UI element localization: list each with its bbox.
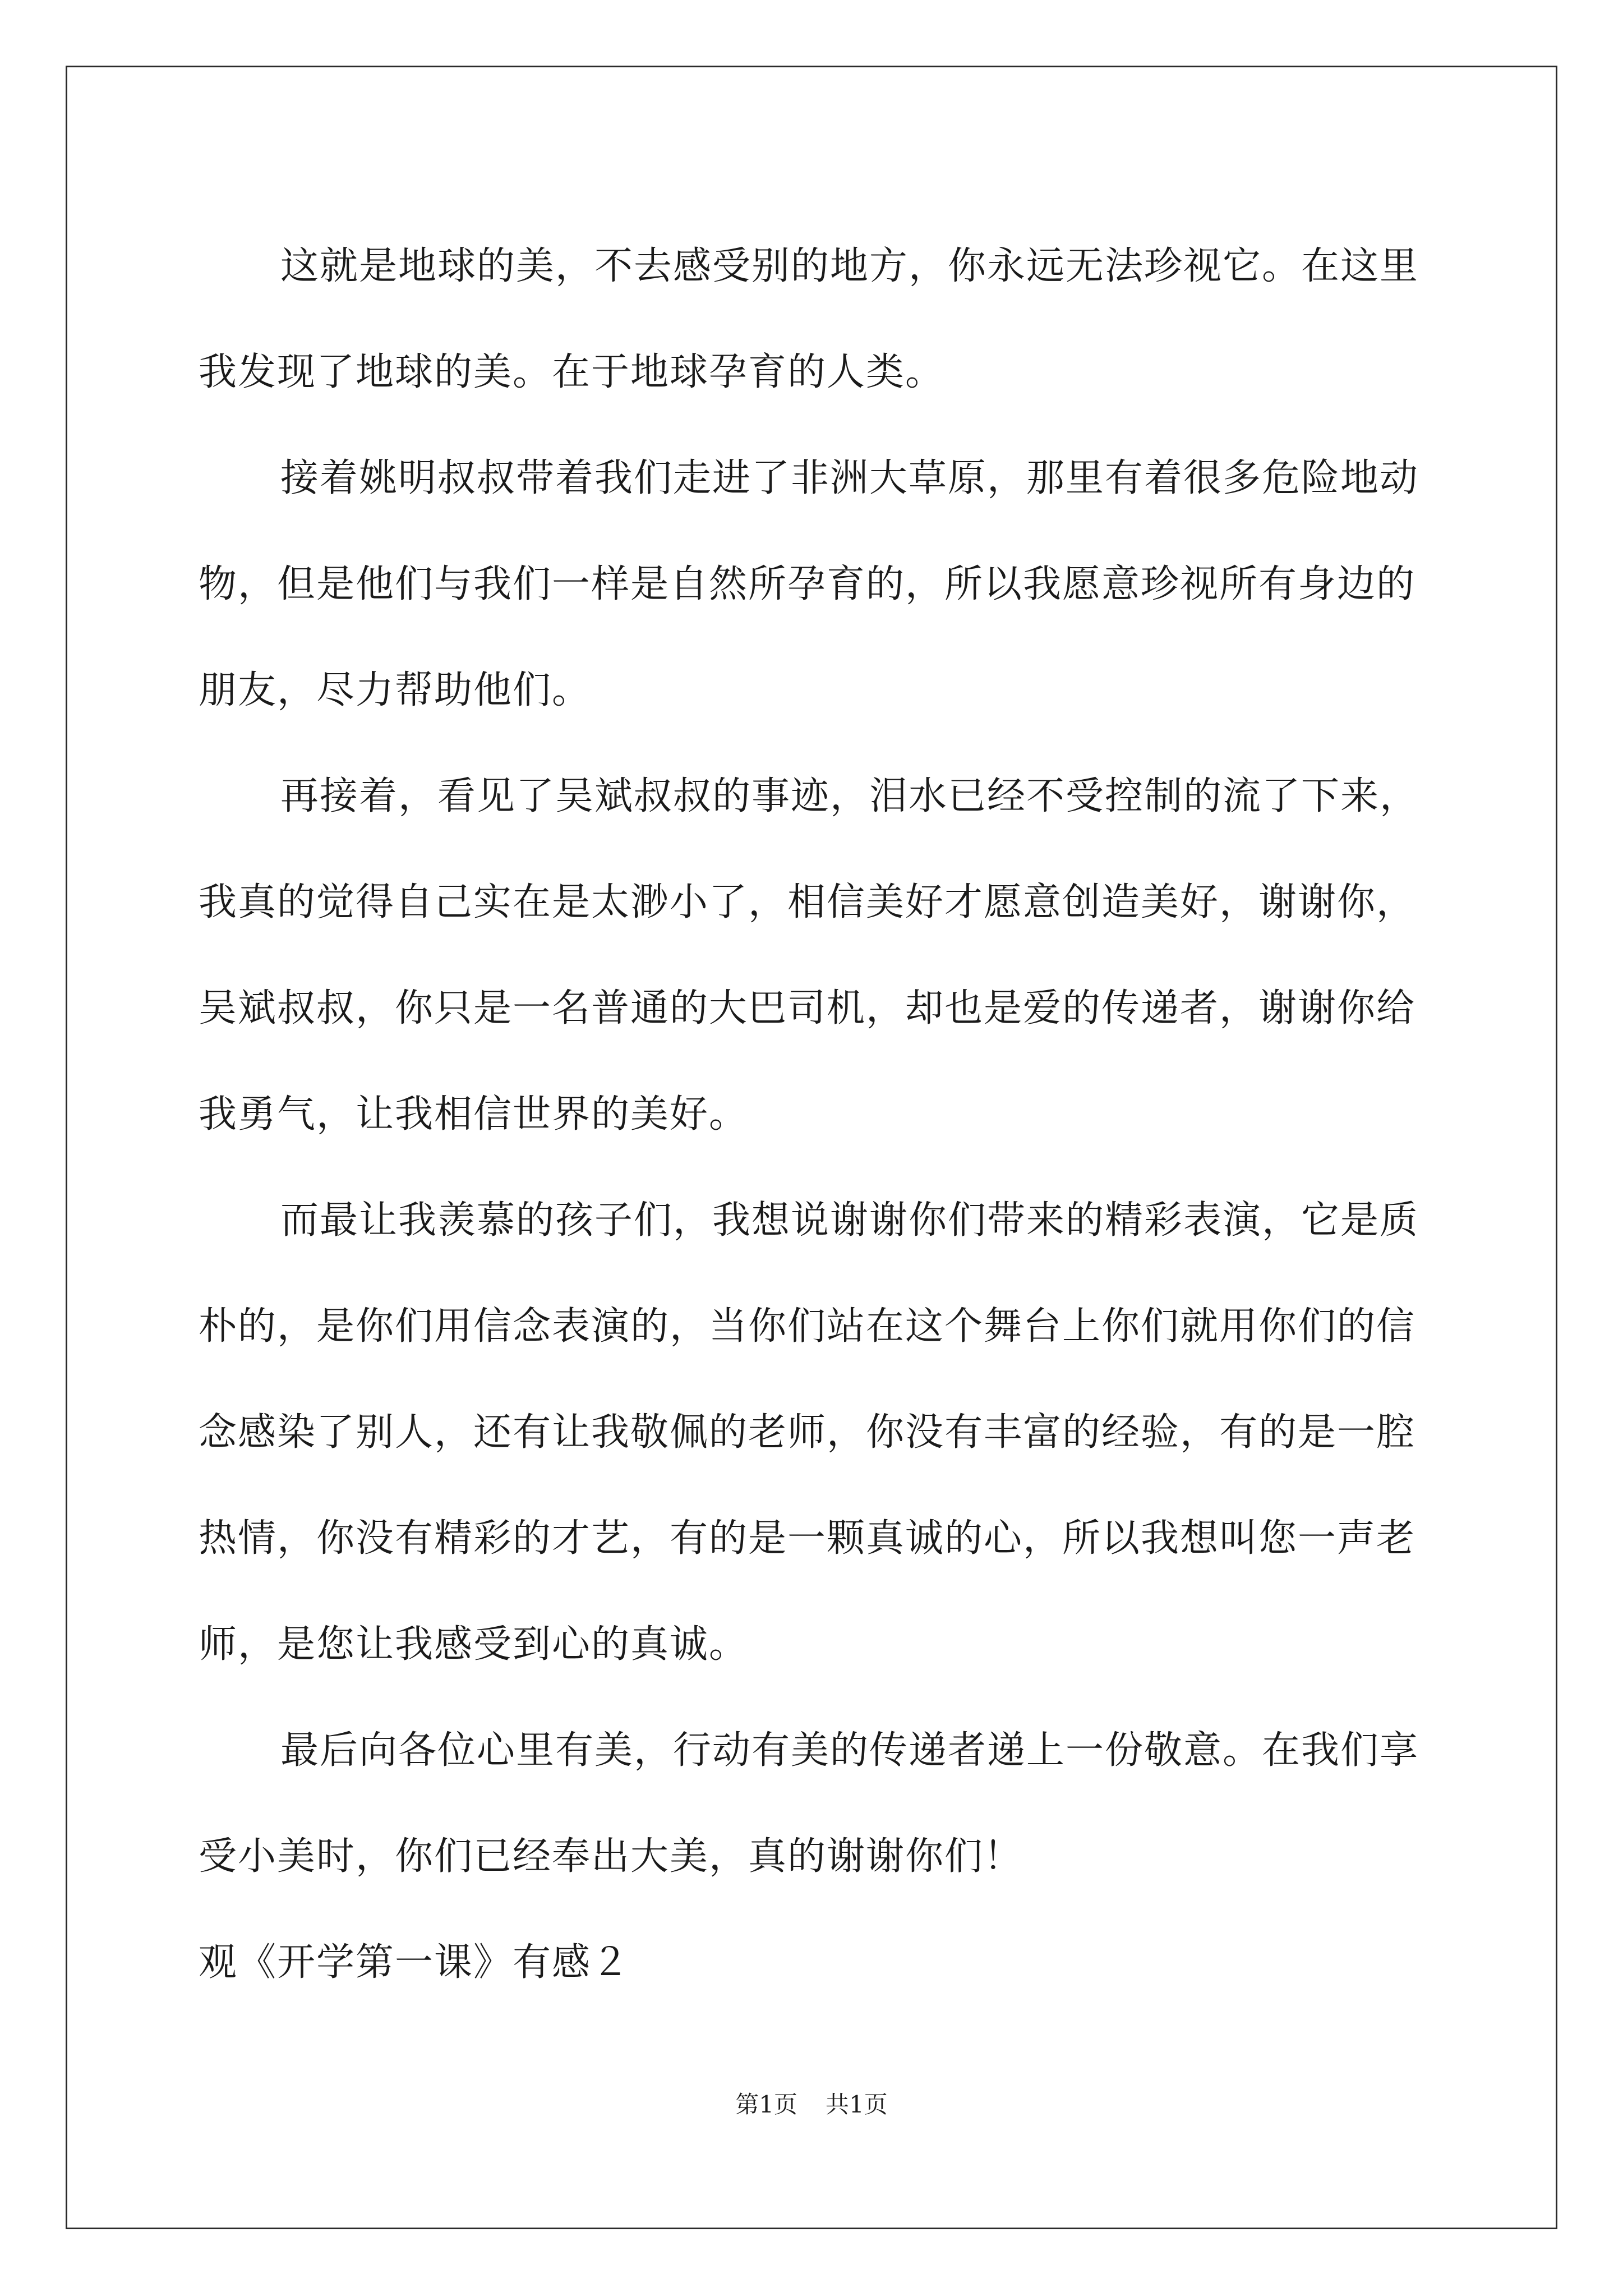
page-number-total: 共1页: [826, 2091, 888, 2118]
page-number-current: 第1页: [735, 2091, 797, 2118]
section-heading: 观《开学第一课》有感２: [199, 1940, 631, 1985]
paragraph-1: 这就是地球的美，不去感受别的地方，你永远无法珍视它。在这里我发现了地球的美。在于地球孕育的人类。: [199, 244, 1419, 394]
paragraph-2: 接着姚明叔叔带着我们走进了非洲大草原，那里有着很多危险地动物，但是他们与我们一样是自然所孕育的，所以我愿意珍视所有身边的朋友，尽力帮助他们。: [199, 456, 1419, 712]
document-body: [199, 213, 1427, 2016]
paragraph-4: 而最让我羡慕的孩子们，我想说谢谢你们带来的精彩表演，它是质朴的，是你们用信念表演的，当你们站在这个舞台上你们就用你们的信念感染了别人，还有让我敬佩的老师，你没有丰富的经验，有的是一腔热情，你没有精彩的才艺，有的是一颗真诚的心，所以我想叫您一声老师，是您让我感受到心的真诚。: [199, 1198, 1419, 1667]
paragraph-3: 再接着，看见了吴斌叔叔的事迹，泪水已经不受控制的流了下来，我真的觉得自己实在是太渺小了，相信美好才愿意创造美好，谢谢你，吴斌叔叔，你只是一名普通的大巴司机，却也是爱的传递者，谢谢你给我勇气，让我相信世界的美好。: [199, 774, 1419, 1137]
paragraph-5: 最后向各位心里有美，行动有美的传递者递上一份敬意。在我们享受小美时，你们已经奉出大美，真的谢谢你们！: [199, 1728, 1419, 1879]
page-footer: [0, 2088, 1623, 2122]
